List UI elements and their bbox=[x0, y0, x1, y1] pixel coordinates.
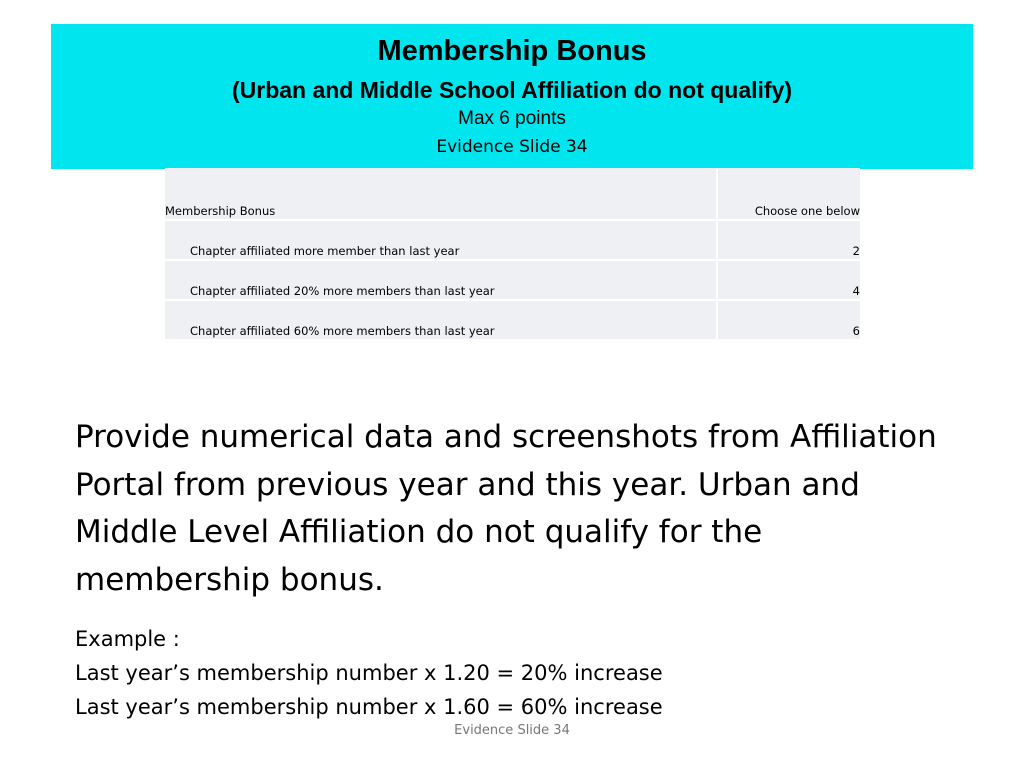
row-label: Chapter affiliated more member than last year bbox=[165, 220, 717, 260]
example-label: Example : bbox=[75, 627, 180, 651]
slide-subtitle: (Urban and Middle School Affiliation do not qualify) bbox=[231, 77, 793, 103]
header-value: Choose one below bbox=[717, 168, 860, 220]
example-line: Last year’s membership number x 1.60 = 60% increase bbox=[75, 695, 663, 719]
slide-title: Membership Bonus bbox=[377, 35, 647, 67]
header-label: Membership Bonus bbox=[165, 168, 717, 220]
header-banner bbox=[51, 24, 973, 169]
row-label: Chapter affiliated 20% more members than last year bbox=[165, 260, 717, 300]
table-row bbox=[165, 300, 860, 340]
row-label: Chapter affiliated 60% more members than last year bbox=[165, 300, 717, 340]
max-points: Max 6 points bbox=[458, 108, 566, 129]
instructions-paragraph: Provide numerical data and screenshots from Affiliation Portal from previous year and this year. Urban and Middle Level Affiliation do not qualify for the membership bonus. bbox=[75, 419, 937, 598]
table-row bbox=[165, 260, 860, 300]
evidence-reference: Evidence Slide 34 bbox=[436, 137, 588, 157]
row-value: 4 bbox=[717, 260, 860, 300]
example-block bbox=[75, 622, 955, 724]
bonus-table bbox=[165, 168, 860, 341]
row-value: 2 bbox=[717, 220, 860, 260]
table-row bbox=[165, 220, 860, 260]
example-line: Last year’s membership number x 1.20 = 20% increase bbox=[75, 661, 663, 685]
footer-evidence: Evidence Slide 34 bbox=[454, 723, 570, 738]
row-value: 6 bbox=[717, 300, 860, 340]
table-header-row bbox=[165, 168, 860, 220]
